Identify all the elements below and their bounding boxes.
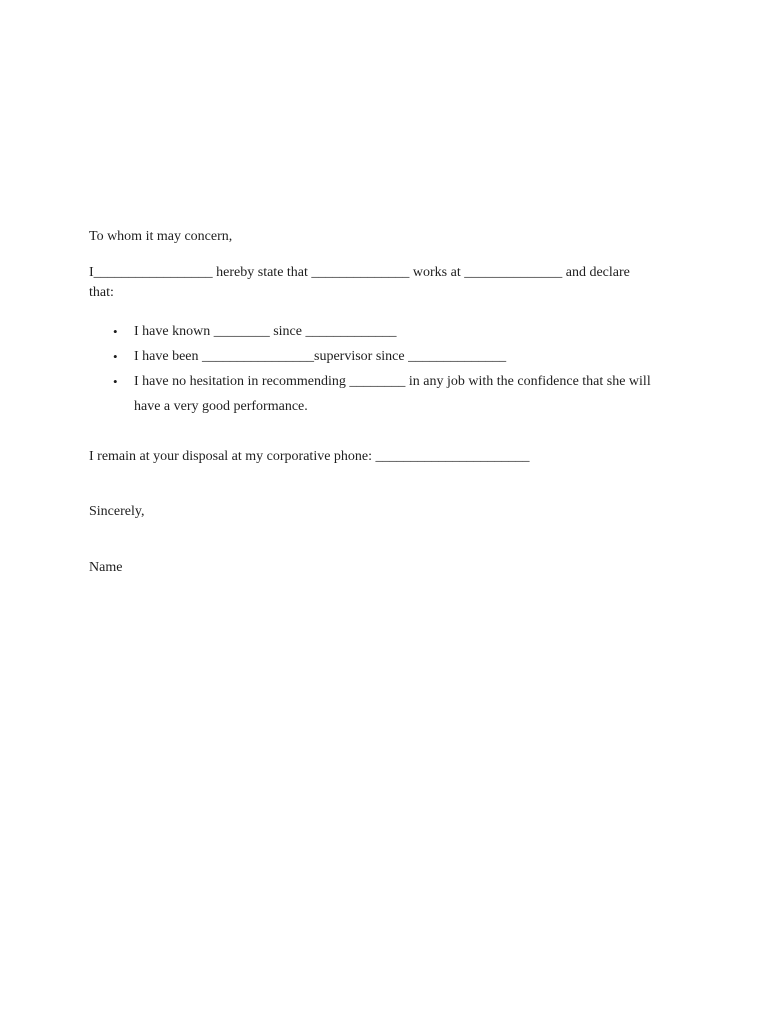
list-item-line: I have known ________ since _____________ xyxy=(134,324,397,339)
intro-line-1: I_________________ hereby state that ______________ works at ______________ and declare xyxy=(89,265,630,280)
bullet-list xyxy=(113,319,651,419)
signoff: Sincerely, xyxy=(89,504,145,519)
list-item xyxy=(113,319,651,344)
bullet-icon: • xyxy=(113,374,118,389)
list-item-line: I have been ________________supervisor since ______________ xyxy=(134,349,507,364)
intro-line-2: that: xyxy=(89,285,114,300)
phone-line: I remain at your disposal at my corporative phone: ______________________ xyxy=(89,449,530,464)
bullet-icon: • xyxy=(113,349,118,364)
list-item-text xyxy=(134,319,396,344)
list-item-line: have a very good performance. xyxy=(134,399,308,414)
list-item xyxy=(113,344,651,369)
list-item-text xyxy=(134,344,506,369)
list-item-line: I have no hesitation in recommending ________ in any job with the confidence that she will xyxy=(134,374,651,389)
intro-paragraph xyxy=(89,263,708,303)
list-item-text xyxy=(134,369,651,419)
signature-name: Name xyxy=(89,560,123,575)
list-item xyxy=(113,369,651,419)
salutation: To whom it may concern, xyxy=(89,229,233,244)
bullet-icon: • xyxy=(113,324,118,339)
